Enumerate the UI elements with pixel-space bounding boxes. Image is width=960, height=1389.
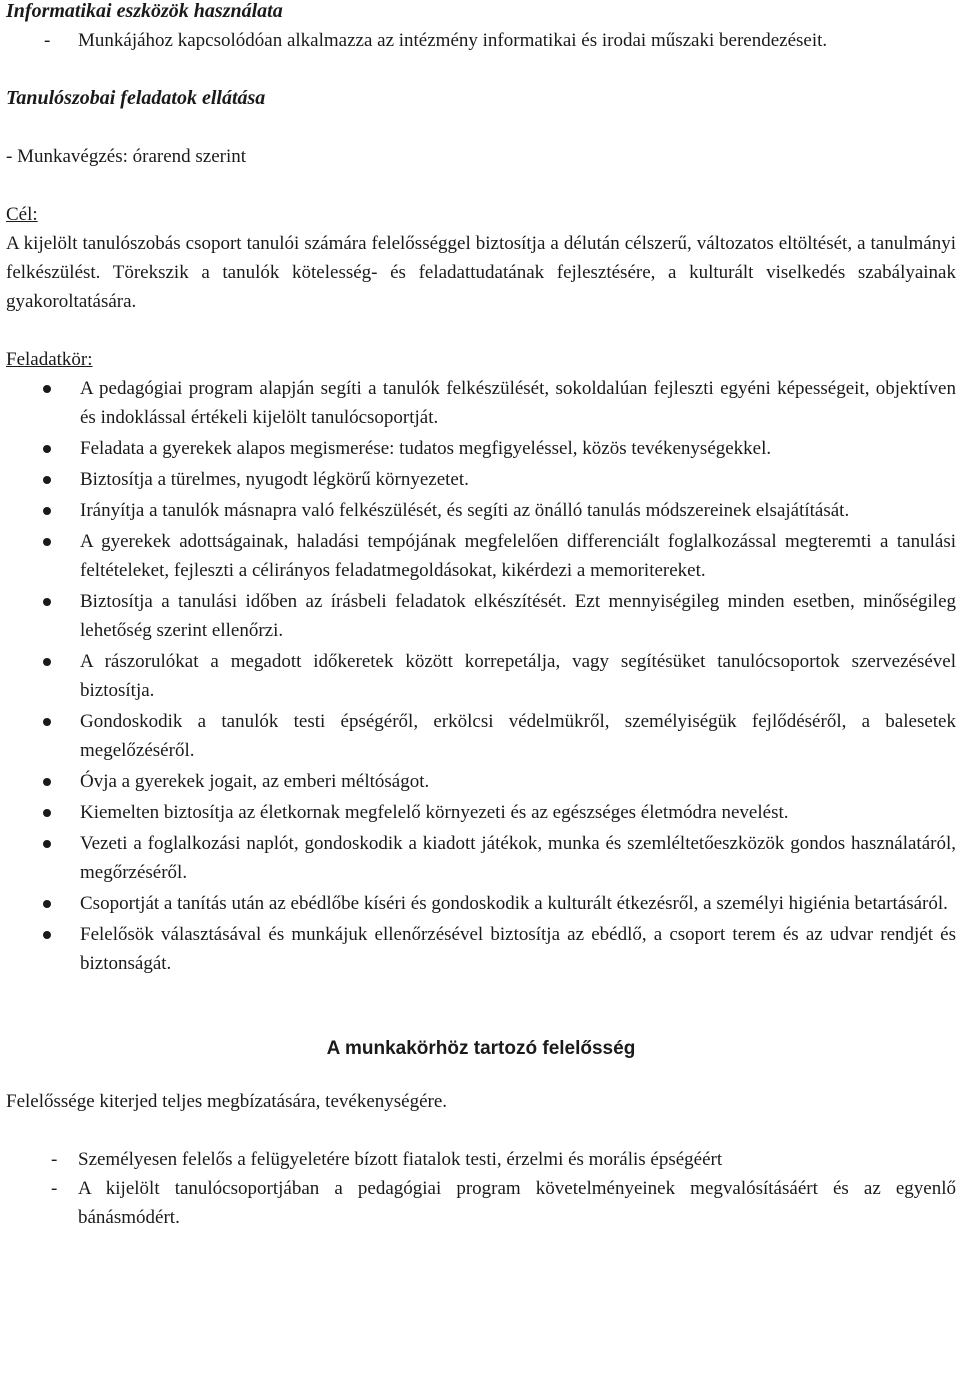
task-text: Irányítja a tanulók másnapra való felkészülését, és segíti az önálló tanulás módszereinek elsajátítását. — [80, 500, 850, 521]
list-item — [6, 1145, 956, 1174]
bullet-icon — [43, 809, 51, 817]
list-item — [6, 1174, 956, 1232]
list-item — [6, 434, 956, 463]
work-schedule-line: - Munkavégzés: órarend szerint — [6, 146, 247, 167]
spacer — [6, 113, 956, 142]
list-item — [6, 767, 956, 796]
dash-marker: - — [51, 1178, 58, 1199]
task-text: Felelősök választásával és munkájuk ellenőrzésével biztosítja az ebédlő, a csoport terem és az udvar rendjét és biztonságát. — [80, 924, 956, 974]
task-text: Feladata a gyerekek alapos megismerése: tudatos megfigyeléssel, közös tevékenységekkel. — [80, 438, 772, 459]
task-text: A gyerekek adottságainak, haladási tempójának megfelelően differenciált foglalkozással megteremti a tanulási feltételeket, fejleszti a célirányos feladatmegoldásokat, kikérdezi a memoritereket. — [80, 531, 956, 581]
list-item — [6, 647, 956, 705]
task-text: A rászorulókat a megadott időkeretek között korrepetálja, vagy segítésüket tanulócsoportok szervezésével biztosítja. — [80, 651, 956, 701]
bullet-icon — [43, 598, 51, 606]
task-text: Kiemelten biztosítja az életkornak megfelelő környezeti és az egészséges életmódra nevelést. — [80, 802, 789, 823]
bullet-icon — [43, 476, 51, 484]
task-text: Gondoskodik a tanulók testi épségéről, erkölcsi védelmükről, személyiségük fejlődéséről, a balesetek megelőzéséről. — [80, 711, 956, 761]
bullet-icon — [43, 718, 51, 726]
list-item — [6, 374, 956, 432]
list-item — [6, 587, 956, 645]
list-item — [6, 527, 956, 585]
spacer — [6, 1063, 956, 1087]
list-item — [6, 707, 956, 765]
bullet-icon — [43, 507, 51, 515]
spacer — [6, 55, 956, 84]
bullet-icon — [43, 778, 51, 786]
bullet-icon — [43, 658, 51, 666]
list-item — [6, 798, 956, 827]
task-text: A pedagógiai program alapján segíti a tanulók felkészülését, sokoldalúan fejleszti egyéni képességeit, objektíven és indoklással értékeli kijelölt tanulócsoportját. — [80, 378, 956, 428]
it-tools-item-text: Munkájához kapcsolódóan alkalmazza az intézmény informatikai és irodai műszaki berendezéseit. — [78, 30, 828, 51]
list-item — [6, 920, 956, 978]
bullet-icon — [43, 840, 51, 848]
responsibility-intro: Felelőssége kiterjed teljes megbízatására, tevékenységére. — [6, 1091, 448, 1112]
responsibility-text: Személyesen felelős a felügyeletére bízott fiatalok testi, érzelmi és morális épségéért — [78, 1149, 723, 1170]
bullet-icon — [43, 445, 51, 453]
responsibility-text: A kijelölt tanulócsoportjában a pedagógiai program követelményeinek megvalósításáért és az egyenlő bánásmódért. — [78, 1178, 956, 1228]
task-text: Vezeti a foglalkozási naplót, gondoskodik a kiadott játékok, munka és szemléltetőeszközök gondos használatáról, megőrzéséről. — [80, 833, 956, 883]
list-item — [6, 829, 956, 887]
dash-marker: - — [44, 30, 51, 51]
bullet-icon — [43, 931, 51, 939]
list-item — [6, 496, 956, 525]
it-tools-item — [6, 26, 956, 55]
task-text: Biztosítja a türelmes, nyugodt légkörű környezetet. — [80, 469, 469, 490]
task-text: Óvja a gyerekek jogait, az emberi méltóságot. — [80, 771, 430, 792]
bullet-icon — [43, 900, 51, 908]
list-item — [6, 465, 956, 494]
bullet-icon — [43, 385, 51, 393]
bullet-icon — [43, 538, 51, 546]
section-title-it-tools: Informatikai eszközök használata — [6, 0, 283, 22]
tasks-label: Feladatkör: — [6, 349, 93, 370]
goal-text: A kijelölt tanulószobás csoport tanulói számára felelősséggel biztosítja a délután célszerű, változatos eltöltését, a tanulmányi felkészülést. Törekszik a tanulók kötelesség- és feladattudatának fejlesztésére, a kulturált viselkedés szabályainak gyakoroltatására. — [6, 233, 956, 312]
document-page — [6, 0, 956, 1232]
section-title-responsibility: A munkakörhöz tartozó felelősség — [326, 1038, 636, 1059]
responsibility-list — [6, 1145, 956, 1232]
spacer — [6, 316, 956, 345]
dash-marker: - — [51, 1149, 58, 1170]
spacer — [6, 980, 956, 1034]
goal-label: Cél: — [6, 204, 38, 225]
spacer — [6, 171, 956, 200]
list-item — [6, 889, 956, 918]
section-title-study-room: Tanulószobai feladatok ellátása — [6, 87, 266, 109]
task-list — [6, 374, 956, 978]
spacer — [6, 1116, 956, 1145]
task-text: Csoportját a tanítás után az ebédlőbe kíséri és gondoskodik a kulturált étkezésről, a személyi higiénia betartásáról. — [80, 893, 948, 914]
task-text: Biztosítja a tanulási időben az írásbeli feladatok elkészítését. Ezt mennyiségileg minden esetben, minőségileg lehetőség szerint ellenőrzi. — [80, 591, 956, 641]
